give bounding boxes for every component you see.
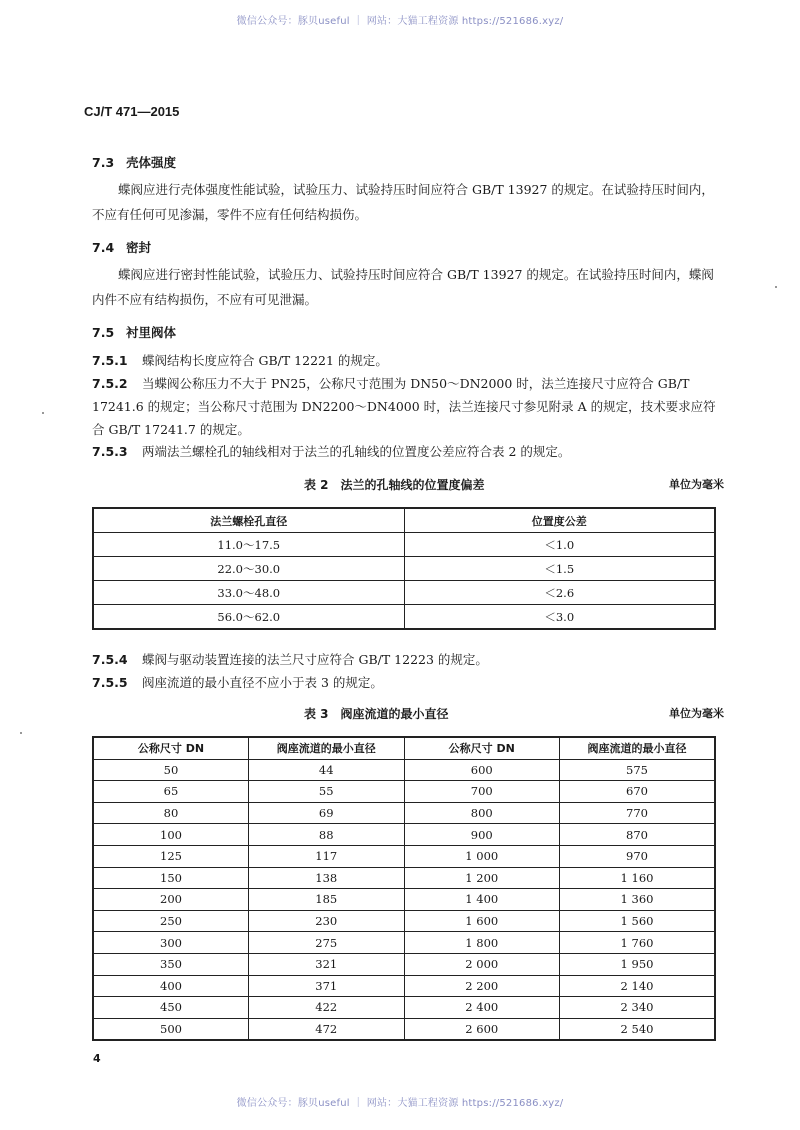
table-cell: 870	[560, 824, 716, 846]
table-3	[92, 736, 716, 1041]
table-row	[93, 802, 715, 824]
table-row	[93, 867, 715, 889]
table-cell: 250	[93, 910, 249, 932]
clause-text: 当蝶阀公称压力不大于 PN25，公称尺寸范围为 DN50～DN2000 时，法兰连接尺寸应符合 GB/T 17241.6 的规定；当公称尺寸范围为 DN2200～DN4000 时，法兰连接尺寸参见附录 A 的规定，技术要求应符合 GB/T 17241.7 的规定。	[92, 376, 716, 437]
section-title: 壳体强度	[126, 155, 177, 170]
column-header: 阀座流道的最小直径	[249, 737, 405, 759]
table-cell: 300	[93, 932, 249, 954]
table-cell: 88	[249, 824, 405, 846]
table-cell: 472	[249, 1018, 405, 1040]
table-cell: 2 200	[404, 975, 560, 997]
table-cell: 800	[404, 802, 560, 824]
watermark-bottom: 微信公众号：豚贝useful ｜ 网站：大猫工程资源 https://521686.xyz/	[236, 1098, 564, 1109]
table-cell: 56.0～62.0	[93, 605, 404, 630]
table-2-title: 表 2 法兰的孔轴线的位置度偏差	[304, 478, 485, 492]
table-cell: 321	[249, 953, 405, 975]
table-cell: 69	[249, 802, 405, 824]
table-3-title: 表 3 阀座流道的最小直径	[304, 707, 449, 721]
table-cell: 200	[93, 889, 249, 911]
table-row	[93, 557, 715, 581]
table-cell: 422	[249, 997, 405, 1019]
table-2-unit: 单位为毫米	[669, 478, 724, 491]
watermark-top: 微信公众号：豚贝useful ｜ 网站：大猫工程资源 https://521686.xyz/	[236, 16, 564, 27]
table-cell: 450	[93, 997, 249, 1019]
table-cell: 275	[249, 932, 405, 954]
table-header-row	[93, 508, 715, 533]
table-cell: 125	[93, 845, 249, 867]
table-cell: 1 600	[404, 910, 560, 932]
table-row	[93, 759, 715, 781]
clause-7-5-1	[92, 349, 724, 372]
table-cell: 65	[93, 781, 249, 803]
table-row	[93, 533, 715, 557]
clause-number: 7.5.5	[92, 675, 128, 690]
standard-code: CJ/T 471—2015	[84, 104, 180, 119]
table-cell: 2 000	[404, 953, 560, 975]
table-row	[93, 975, 715, 997]
table-cell: 770	[560, 802, 716, 824]
table-cell: 1 560	[560, 910, 716, 932]
table-cell: 1 160	[560, 867, 716, 889]
section-7-4-text: 蝶阀应进行密封性能试验，试验压力、试验持压时间应符合 GB/T 13927 的规定。在试验持压时间内，蝶阀内件不应有结构损伤，不应有可见泄漏。	[92, 267, 714, 307]
table-header-row	[93, 737, 715, 759]
table-row	[93, 889, 715, 911]
clause-text: 两端法兰螺栓孔的轴线相对于法兰的孔轴线的位置度公差应符合表 2 的规定。	[142, 444, 571, 459]
table-3-unit: 单位为毫米	[669, 707, 724, 720]
clause-number: 7.5.3	[92, 444, 128, 459]
table-row	[93, 953, 715, 975]
scan-speck	[20, 732, 22, 734]
table-cell: 600	[404, 759, 560, 781]
clause-number: 7.5.1	[92, 353, 128, 368]
clause-text: 阀座流道的最小直径不应小于表 3 的规定。	[142, 675, 383, 690]
table-cell: 185	[249, 889, 405, 911]
page-number: 4	[93, 1052, 101, 1065]
column-header: 阀座流道的最小直径	[560, 737, 716, 759]
column-header: 法兰螺栓孔直径	[93, 508, 404, 533]
table-cell: 970	[560, 845, 716, 867]
table-cell: ＜1.0	[404, 533, 715, 557]
table-cell: 900	[404, 824, 560, 846]
table-cell: 500	[93, 1018, 249, 1040]
table-cell: 700	[404, 781, 560, 803]
table-row	[93, 932, 715, 954]
table-cell: 1 000	[404, 845, 560, 867]
table-cell: ＜3.0	[404, 605, 715, 630]
table-cell: 371	[249, 975, 405, 997]
table-row	[93, 845, 715, 867]
clause-number: 7.5.4	[92, 652, 128, 667]
table-cell: 2 400	[404, 997, 560, 1019]
section-title: 密封	[126, 240, 152, 255]
table-cell: 400	[93, 975, 249, 997]
table-row	[93, 1018, 715, 1040]
table-cell: 350	[93, 953, 249, 975]
table-cell: ＜2.6	[404, 581, 715, 605]
table-row	[93, 910, 715, 932]
table-cell: 33.0～48.0	[93, 581, 404, 605]
section-7-3-text: 蝶阀应进行壳体强度性能试验，试验压力、试验持压时间应符合 GB/T 13927 的规定。在试验持压时间内，不应有任何可见渗漏，零件不应有任何结构损伤。	[92, 182, 714, 222]
table-cell: 50	[93, 759, 249, 781]
table-cell: 1 760	[560, 932, 716, 954]
table-2	[92, 507, 716, 630]
table-cell: 1 360	[560, 889, 716, 911]
table-cell: 670	[560, 781, 716, 803]
table-cell: 1 400	[404, 889, 560, 911]
table-cell: 1 200	[404, 867, 560, 889]
table-cell: 80	[93, 802, 249, 824]
clause-7-5-2	[92, 372, 724, 441]
table-cell: 55	[249, 781, 405, 803]
table-cell: 138	[249, 867, 405, 889]
table-cell: ＜1.5	[404, 557, 715, 581]
table-cell: 100	[93, 824, 249, 846]
section-number: 7.4	[92, 240, 115, 255]
section-title: 衬里阀体	[126, 325, 177, 340]
table-cell: 1 950	[560, 953, 716, 975]
clause-7-5-5	[92, 671, 724, 694]
column-header: 位置度公差	[404, 508, 715, 533]
section-number: 7.5	[92, 325, 115, 340]
table-cell: 1 800	[404, 932, 560, 954]
scan-speck	[42, 412, 44, 414]
table-cell: 11.0～17.5	[93, 533, 404, 557]
clause-7-5-3	[92, 440, 724, 463]
table-row	[93, 781, 715, 803]
table-cell: 2 140	[560, 975, 716, 997]
table-cell: 230	[249, 910, 405, 932]
scan-speck	[775, 286, 777, 288]
table-row	[93, 581, 715, 605]
clause-text: 蝶阀与驱动装置连接的法兰尺寸应符合 GB/T 12223 的规定。	[142, 652, 488, 667]
section-heading-7-5	[92, 323, 176, 341]
section-heading-7-4	[92, 238, 151, 256]
table-row	[93, 824, 715, 846]
table-row	[93, 997, 715, 1019]
section-heading-7-3	[92, 153, 176, 171]
table-cell: 117	[249, 845, 405, 867]
table-cell: 2 540	[560, 1018, 716, 1040]
table-row	[93, 605, 715, 630]
table-cell: 2 340	[560, 997, 716, 1019]
table-cell: 44	[249, 759, 405, 781]
table-cell: 2 600	[404, 1018, 560, 1040]
column-header: 公称尺寸 DN	[404, 737, 560, 759]
table-cell: 22.0～30.0	[93, 557, 404, 581]
table-cell: 150	[93, 867, 249, 889]
clause-number: 7.5.2	[92, 376, 128, 391]
column-header: 公称尺寸 DN	[93, 737, 249, 759]
clause-text: 蝶阀结构长度应符合 GB/T 12221 的规定。	[142, 353, 388, 368]
clause-7-5-4	[92, 648, 724, 671]
table-cell: 575	[560, 759, 716, 781]
section-number: 7.3	[92, 155, 115, 170]
